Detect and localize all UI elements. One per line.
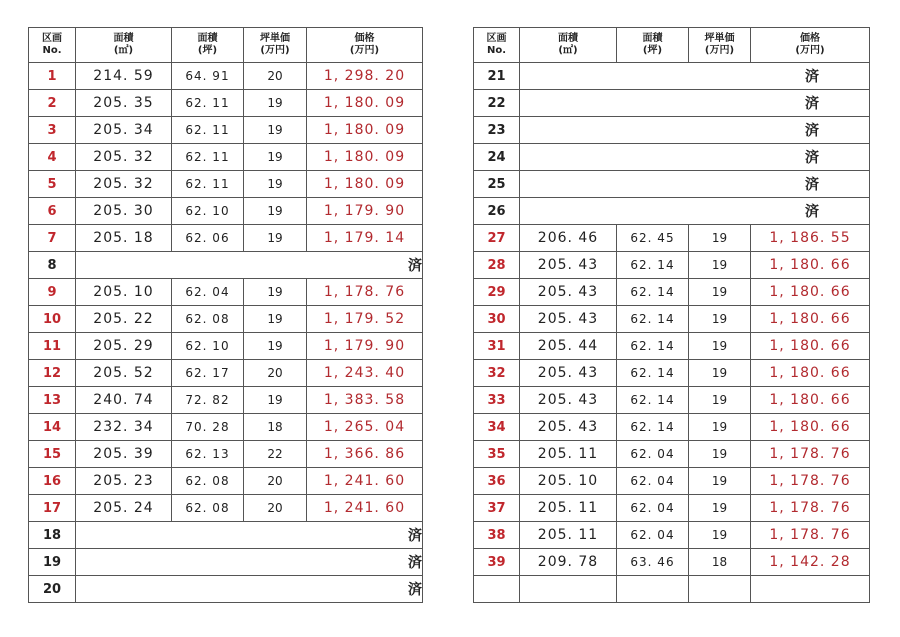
area-tsubo-value: 62. 11 bbox=[172, 144, 244, 171]
price-value: 1, 180. 66 bbox=[751, 414, 870, 441]
header-price: 価格 (万円) bbox=[307, 28, 423, 63]
price-value: 1, 186. 55 bbox=[751, 225, 870, 252]
area-tsubo-value: 62. 14 bbox=[617, 306, 689, 333]
price-value: 1, 180. 66 bbox=[751, 252, 870, 279]
lot-number: 27 bbox=[474, 225, 520, 252]
lot-number: 39 bbox=[474, 549, 520, 576]
unit-price-value: 20 bbox=[244, 495, 307, 522]
unit-price-value: 19 bbox=[689, 495, 751, 522]
table-header-row bbox=[474, 28, 870, 63]
area-m2-value: 205. 43 bbox=[520, 360, 617, 387]
area-tsubo-value: 62. 11 bbox=[172, 171, 244, 198]
area-m2-value: 205. 23 bbox=[76, 468, 172, 495]
unit-price-value: 19 bbox=[689, 360, 751, 387]
area-m2-value: 205. 11 bbox=[520, 441, 617, 468]
price-value: 1, 180. 09 bbox=[307, 171, 423, 198]
sold-label: 済 bbox=[520, 198, 870, 225]
table-row bbox=[474, 117, 870, 144]
area-m2-value: 214. 59 bbox=[76, 63, 172, 90]
area-m2-value: 209. 78 bbox=[520, 549, 617, 576]
unit-price-value: 18 bbox=[689, 549, 751, 576]
area-tsubo-value: 72. 82 bbox=[172, 387, 244, 414]
table-row bbox=[474, 225, 870, 252]
area-tsubo-value: 62. 04 bbox=[617, 441, 689, 468]
area-tsubo-value: 62. 14 bbox=[617, 360, 689, 387]
table-row bbox=[474, 306, 870, 333]
table-row bbox=[474, 441, 870, 468]
area-tsubo-value: 62. 08 bbox=[172, 306, 244, 333]
lot-number: 16 bbox=[29, 468, 76, 495]
price-value: 1, 178. 76 bbox=[751, 522, 870, 549]
empty-cell bbox=[474, 576, 520, 603]
lot-number: 8 bbox=[29, 252, 76, 279]
unit-price-value: 19 bbox=[689, 279, 751, 306]
lot-number: 12 bbox=[29, 360, 76, 387]
table-row bbox=[29, 495, 423, 522]
unit-price-value: 19 bbox=[244, 90, 307, 117]
lot-table-right bbox=[473, 27, 870, 603]
lot-number: 15 bbox=[29, 441, 76, 468]
price-value: 1, 178. 76 bbox=[751, 441, 870, 468]
unit-price-value: 22 bbox=[244, 441, 307, 468]
table-row bbox=[474, 495, 870, 522]
lot-number: 3 bbox=[29, 117, 76, 144]
area-tsubo-value: 62. 10 bbox=[172, 198, 244, 225]
unit-price-value: 19 bbox=[689, 387, 751, 414]
empty-cell bbox=[689, 576, 751, 603]
table-row bbox=[474, 522, 870, 549]
lot-number: 19 bbox=[29, 549, 76, 576]
price-value: 1, 241. 60 bbox=[307, 468, 423, 495]
table-row bbox=[474, 198, 870, 225]
area-m2-value: 205. 18 bbox=[76, 225, 172, 252]
price-value: 1, 179. 90 bbox=[307, 198, 423, 225]
area-tsubo-value: 62. 04 bbox=[617, 468, 689, 495]
area-m2-value: 205. 39 bbox=[76, 441, 172, 468]
area-m2-value: 205. 30 bbox=[76, 198, 172, 225]
area-tsubo-value: 62. 17 bbox=[172, 360, 244, 387]
lot-number: 26 bbox=[474, 198, 520, 225]
table-row bbox=[474, 90, 870, 117]
lot-number: 22 bbox=[474, 90, 520, 117]
price-value: 1, 366. 86 bbox=[307, 441, 423, 468]
table-row bbox=[474, 279, 870, 306]
lot-number: 14 bbox=[29, 414, 76, 441]
table-row bbox=[29, 333, 423, 360]
price-value: 1, 178. 76 bbox=[751, 495, 870, 522]
area-m2-value: 205. 34 bbox=[76, 117, 172, 144]
sold-label: 済 bbox=[76, 252, 423, 279]
area-m2-value: 205. 43 bbox=[520, 414, 617, 441]
price-value: 1, 180. 66 bbox=[751, 333, 870, 360]
lot-number: 24 bbox=[474, 144, 520, 171]
table-row bbox=[474, 549, 870, 576]
unit-price-value: 20 bbox=[244, 468, 307, 495]
lot-number: 7 bbox=[29, 225, 76, 252]
unit-price-value: 19 bbox=[689, 225, 751, 252]
price-value: 1, 178. 76 bbox=[751, 468, 870, 495]
area-tsubo-value: 62. 04 bbox=[172, 279, 244, 306]
area-tsubo-value: 62. 14 bbox=[617, 252, 689, 279]
unit-price-value: 19 bbox=[244, 333, 307, 360]
table-row bbox=[474, 414, 870, 441]
table-row bbox=[29, 63, 423, 90]
area-tsubo-value: 62. 14 bbox=[617, 279, 689, 306]
table-row bbox=[29, 441, 423, 468]
area-tsubo-value: 62. 45 bbox=[617, 225, 689, 252]
sold-label: 済 bbox=[76, 576, 423, 603]
area-tsubo-value: 62. 08 bbox=[172, 468, 244, 495]
unit-price-value: 19 bbox=[244, 306, 307, 333]
table-row bbox=[29, 144, 423, 171]
table-row bbox=[29, 414, 423, 441]
lot-number: 6 bbox=[29, 198, 76, 225]
lot-number: 17 bbox=[29, 495, 76, 522]
lot-number: 10 bbox=[29, 306, 76, 333]
price-value: 1, 180. 66 bbox=[751, 360, 870, 387]
lot-number: 30 bbox=[474, 306, 520, 333]
table-row bbox=[29, 279, 423, 306]
sold-label: 済 bbox=[520, 63, 870, 90]
table-row bbox=[29, 225, 423, 252]
header-area-m2: 面積 (㎡) bbox=[520, 28, 617, 63]
area-tsubo-value: 62. 11 bbox=[172, 90, 244, 117]
table-row bbox=[29, 360, 423, 387]
area-m2-value: 205. 10 bbox=[76, 279, 172, 306]
table-row bbox=[29, 549, 423, 576]
area-m2-value: 205. 43 bbox=[520, 387, 617, 414]
price-value: 1, 383. 58 bbox=[307, 387, 423, 414]
lot-number: 31 bbox=[474, 333, 520, 360]
header-unit-price: 坪単価 (万円) bbox=[689, 28, 751, 63]
area-tsubo-value: 62. 14 bbox=[617, 333, 689, 360]
table-row bbox=[29, 252, 423, 279]
lot-number: 5 bbox=[29, 171, 76, 198]
unit-price-value: 19 bbox=[689, 468, 751, 495]
header-price: 価格 (万円) bbox=[751, 28, 870, 63]
price-value: 1, 179. 14 bbox=[307, 225, 423, 252]
table-row bbox=[29, 522, 423, 549]
sold-label: 済 bbox=[76, 522, 423, 549]
table-row bbox=[29, 468, 423, 495]
lot-number: 36 bbox=[474, 468, 520, 495]
sold-label: 済 bbox=[520, 144, 870, 171]
unit-price-value: 20 bbox=[244, 63, 307, 90]
price-value: 1, 179. 90 bbox=[307, 333, 423, 360]
table-row bbox=[29, 90, 423, 117]
empty-cell bbox=[520, 576, 617, 603]
lot-number: 38 bbox=[474, 522, 520, 549]
area-m2-value: 205. 44 bbox=[520, 333, 617, 360]
table-header-row bbox=[29, 28, 423, 63]
table-row bbox=[29, 198, 423, 225]
unit-price-value: 19 bbox=[244, 171, 307, 198]
header-area-tsubo: 面積 (坪) bbox=[617, 28, 689, 63]
area-tsubo-value: 64. 91 bbox=[172, 63, 244, 90]
price-value: 1, 180. 66 bbox=[751, 306, 870, 333]
area-tsubo-value: 62. 08 bbox=[172, 495, 244, 522]
area-m2-value: 205. 43 bbox=[520, 306, 617, 333]
lot-number: 20 bbox=[29, 576, 76, 603]
area-m2-value: 205. 24 bbox=[76, 495, 172, 522]
table-row bbox=[474, 360, 870, 387]
price-value: 1, 298. 20 bbox=[307, 63, 423, 90]
lot-number: 4 bbox=[29, 144, 76, 171]
table-row bbox=[474, 387, 870, 414]
price-value: 1, 178. 76 bbox=[307, 279, 423, 306]
area-tsubo-value: 62. 04 bbox=[617, 522, 689, 549]
header-lot-no: 区画 No. bbox=[29, 28, 76, 63]
lot-number: 23 bbox=[474, 117, 520, 144]
table-row bbox=[474, 333, 870, 360]
area-tsubo-value: 62. 14 bbox=[617, 414, 689, 441]
lot-number: 35 bbox=[474, 441, 520, 468]
table-row bbox=[29, 171, 423, 198]
unit-price-value: 19 bbox=[244, 279, 307, 306]
sold-label: 済 bbox=[520, 90, 870, 117]
lot-number: 2 bbox=[29, 90, 76, 117]
unit-price-value: 19 bbox=[689, 441, 751, 468]
unit-price-value: 19 bbox=[244, 198, 307, 225]
price-value: 1, 142. 28 bbox=[751, 549, 870, 576]
price-value: 1, 265. 04 bbox=[307, 414, 423, 441]
area-m2-value: 206. 46 bbox=[520, 225, 617, 252]
header-lot-no: 区画 No. bbox=[474, 28, 520, 63]
area-m2-value: 205. 32 bbox=[76, 144, 172, 171]
area-tsubo-value: 62. 10 bbox=[172, 333, 244, 360]
table-row bbox=[474, 468, 870, 495]
unit-price-value: 19 bbox=[689, 306, 751, 333]
table-row bbox=[474, 252, 870, 279]
price-value: 1, 180. 09 bbox=[307, 117, 423, 144]
area-tsubo-value: 70. 28 bbox=[172, 414, 244, 441]
lot-number: 32 bbox=[474, 360, 520, 387]
unit-price-value: 19 bbox=[244, 144, 307, 171]
lot-number: 18 bbox=[29, 522, 76, 549]
unit-price-value: 20 bbox=[244, 360, 307, 387]
lot-number: 1 bbox=[29, 63, 76, 90]
lot-number: 21 bbox=[474, 63, 520, 90]
lot-table-left bbox=[28, 27, 423, 603]
area-tsubo-value: 62. 13 bbox=[172, 441, 244, 468]
unit-price-value: 19 bbox=[689, 252, 751, 279]
area-tsubo-value: 62. 11 bbox=[172, 117, 244, 144]
lot-number: 34 bbox=[474, 414, 520, 441]
area-tsubo-value: 62. 04 bbox=[617, 495, 689, 522]
area-tsubo-value: 62. 06 bbox=[172, 225, 244, 252]
area-m2-value: 205. 10 bbox=[520, 468, 617, 495]
lot-number: 9 bbox=[29, 279, 76, 306]
area-m2-value: 205. 29 bbox=[76, 333, 172, 360]
area-m2-value: 232. 34 bbox=[76, 414, 172, 441]
table-row bbox=[29, 306, 423, 333]
area-tsubo-value: 63. 46 bbox=[617, 549, 689, 576]
header-unit-price: 坪単価 (万円) bbox=[244, 28, 307, 63]
price-value: 1, 179. 52 bbox=[307, 306, 423, 333]
sold-label: 済 bbox=[76, 549, 423, 576]
lot-number: 29 bbox=[474, 279, 520, 306]
unit-price-value: 19 bbox=[689, 333, 751, 360]
price-value: 1, 180. 66 bbox=[751, 279, 870, 306]
unit-price-value: 19 bbox=[689, 522, 751, 549]
area-m2-value: 205. 35 bbox=[76, 90, 172, 117]
table-row bbox=[29, 387, 423, 414]
lot-number: 37 bbox=[474, 495, 520, 522]
table-row bbox=[474, 144, 870, 171]
lot-number: 33 bbox=[474, 387, 520, 414]
area-m2-value: 205. 43 bbox=[520, 279, 617, 306]
price-value: 1, 180. 09 bbox=[307, 144, 423, 171]
empty-cell bbox=[617, 576, 689, 603]
area-m2-value: 205. 52 bbox=[76, 360, 172, 387]
table-row bbox=[29, 576, 423, 603]
lot-number: 28 bbox=[474, 252, 520, 279]
header-area-tsubo: 面積 (坪) bbox=[172, 28, 244, 63]
price-value: 1, 180. 66 bbox=[751, 387, 870, 414]
unit-price-value: 19 bbox=[244, 387, 307, 414]
sold-label: 済 bbox=[520, 117, 870, 144]
table-row bbox=[474, 171, 870, 198]
price-value: 1, 241. 60 bbox=[307, 495, 423, 522]
unit-price-value: 19 bbox=[689, 414, 751, 441]
area-m2-value: 205. 43 bbox=[520, 252, 617, 279]
table-row bbox=[474, 63, 870, 90]
unit-price-value: 19 bbox=[244, 117, 307, 144]
empty-cell bbox=[751, 576, 870, 603]
sold-label: 済 bbox=[520, 171, 870, 198]
area-m2-value: 205. 22 bbox=[76, 306, 172, 333]
lot-number: 25 bbox=[474, 171, 520, 198]
price-value: 1, 180. 09 bbox=[307, 90, 423, 117]
area-m2-value: 205. 11 bbox=[520, 522, 617, 549]
table-row bbox=[474, 576, 870, 603]
unit-price-value: 19 bbox=[244, 225, 307, 252]
area-m2-value: 205. 11 bbox=[520, 495, 617, 522]
area-tsubo-value: 62. 14 bbox=[617, 387, 689, 414]
lot-number: 11 bbox=[29, 333, 76, 360]
area-m2-value: 240. 74 bbox=[76, 387, 172, 414]
table-row bbox=[29, 117, 423, 144]
header-area-m2: 面積 (㎡) bbox=[76, 28, 172, 63]
lot-number: 13 bbox=[29, 387, 76, 414]
unit-price-value: 18 bbox=[244, 414, 307, 441]
area-m2-value: 205. 32 bbox=[76, 171, 172, 198]
price-value: 1, 243. 40 bbox=[307, 360, 423, 387]
